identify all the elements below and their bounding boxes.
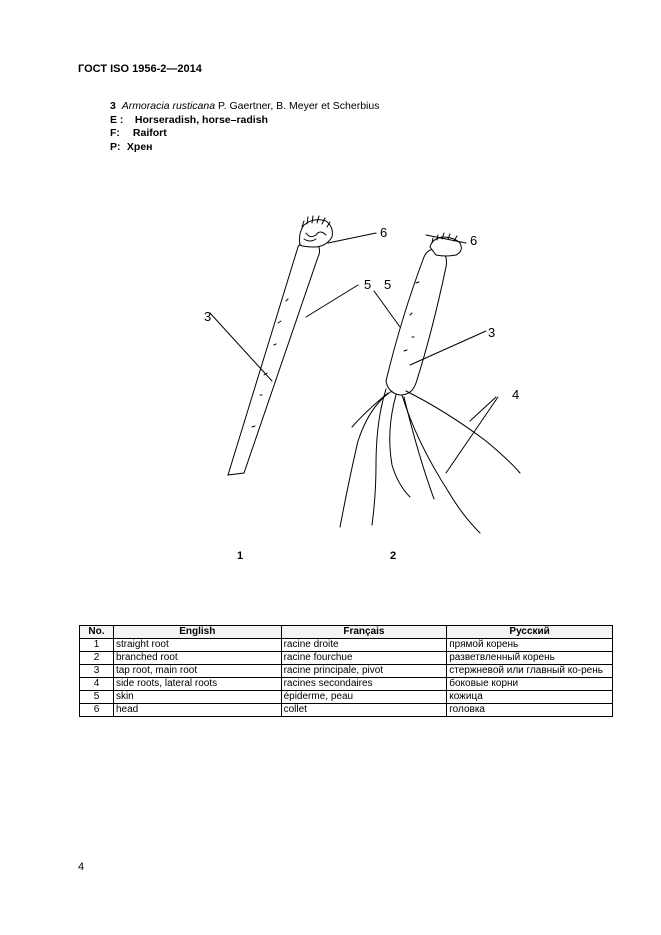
french-name: Raifort xyxy=(132,127,167,139)
cell-russian: головка xyxy=(447,704,613,717)
callout-3-root2: 3 xyxy=(488,325,496,340)
species-names xyxy=(110,100,379,154)
cell-english: head xyxy=(113,704,281,717)
table-row xyxy=(80,652,613,665)
russian-name-line xyxy=(110,141,379,155)
cell-no: 3 xyxy=(80,665,114,678)
cell-no: 4 xyxy=(80,678,114,691)
cell-no: 1 xyxy=(80,639,114,652)
callout-5-root2: 5 xyxy=(384,277,392,292)
straight-root-drawing xyxy=(228,216,332,475)
horseradish-illustration xyxy=(180,205,540,545)
cell-english: straight root xyxy=(113,639,281,652)
page-number: 4 xyxy=(78,861,85,873)
header-russian: Русский xyxy=(447,626,613,639)
cell-no: 6 xyxy=(80,704,114,717)
species-number: 3 xyxy=(110,100,116,112)
callout-6-root1: 6 xyxy=(380,225,388,240)
cell-english: branched root xyxy=(113,652,281,665)
cell-english: tap root, main root xyxy=(113,665,281,678)
english-name: Horseradish, horse–radish xyxy=(134,113,268,126)
cell-french: racine principale, pivot xyxy=(281,665,447,678)
cell-russian: прямой корень xyxy=(447,639,613,652)
cell-french: racine droite xyxy=(281,639,447,652)
table-row xyxy=(80,704,613,717)
table-row xyxy=(80,639,613,652)
figure-label-1: 1 xyxy=(237,550,244,562)
russian-label: P: xyxy=(110,140,121,153)
figure-label-2: 2 xyxy=(390,550,397,562)
english-name-line xyxy=(110,114,379,128)
latin-authors: P. Gaertner, B. Meyer et Scherbius xyxy=(217,100,380,112)
cell-no: 2 xyxy=(80,652,114,665)
callout-6-root2: 6 xyxy=(470,233,478,248)
table-header-row xyxy=(80,626,613,639)
latin-name-line xyxy=(110,100,379,114)
document-header: ГОСТ ISO 1956-2—2014 xyxy=(78,63,202,75)
latin-name: Armoracia rusticana xyxy=(121,100,216,112)
russian-name: Хрен xyxy=(126,140,153,153)
cell-russian: стержневой или главный ко-рень xyxy=(447,665,613,678)
callout-5-root1: 5 xyxy=(364,277,372,292)
french-label: F: xyxy=(110,127,120,139)
cell-english: side roots, lateral roots xyxy=(113,678,281,691)
cell-no: 5 xyxy=(80,691,114,704)
terms-table xyxy=(79,625,613,717)
table-row xyxy=(80,691,613,704)
english-label: E : xyxy=(110,113,124,126)
cell-english: skin xyxy=(113,691,281,704)
cell-french: racines secondaires xyxy=(281,678,447,691)
callout-3-root1: 3 xyxy=(204,309,212,324)
cell-russian: разветвленный корень xyxy=(447,652,613,665)
cell-russian: боковые корни xyxy=(447,678,613,691)
cell-french: racine fourchue xyxy=(281,652,447,665)
cell-russian: кожица xyxy=(447,691,613,704)
callout-4-root2: 4 xyxy=(512,387,520,402)
header-english: English xyxy=(113,626,281,639)
table-row xyxy=(80,678,613,691)
header-no: No. xyxy=(80,626,114,639)
cell-french: épiderme, peau xyxy=(281,691,447,704)
header-french: Français xyxy=(281,626,447,639)
table-row xyxy=(80,665,613,678)
french-name-line xyxy=(110,127,379,141)
cell-french: collet xyxy=(281,704,447,717)
